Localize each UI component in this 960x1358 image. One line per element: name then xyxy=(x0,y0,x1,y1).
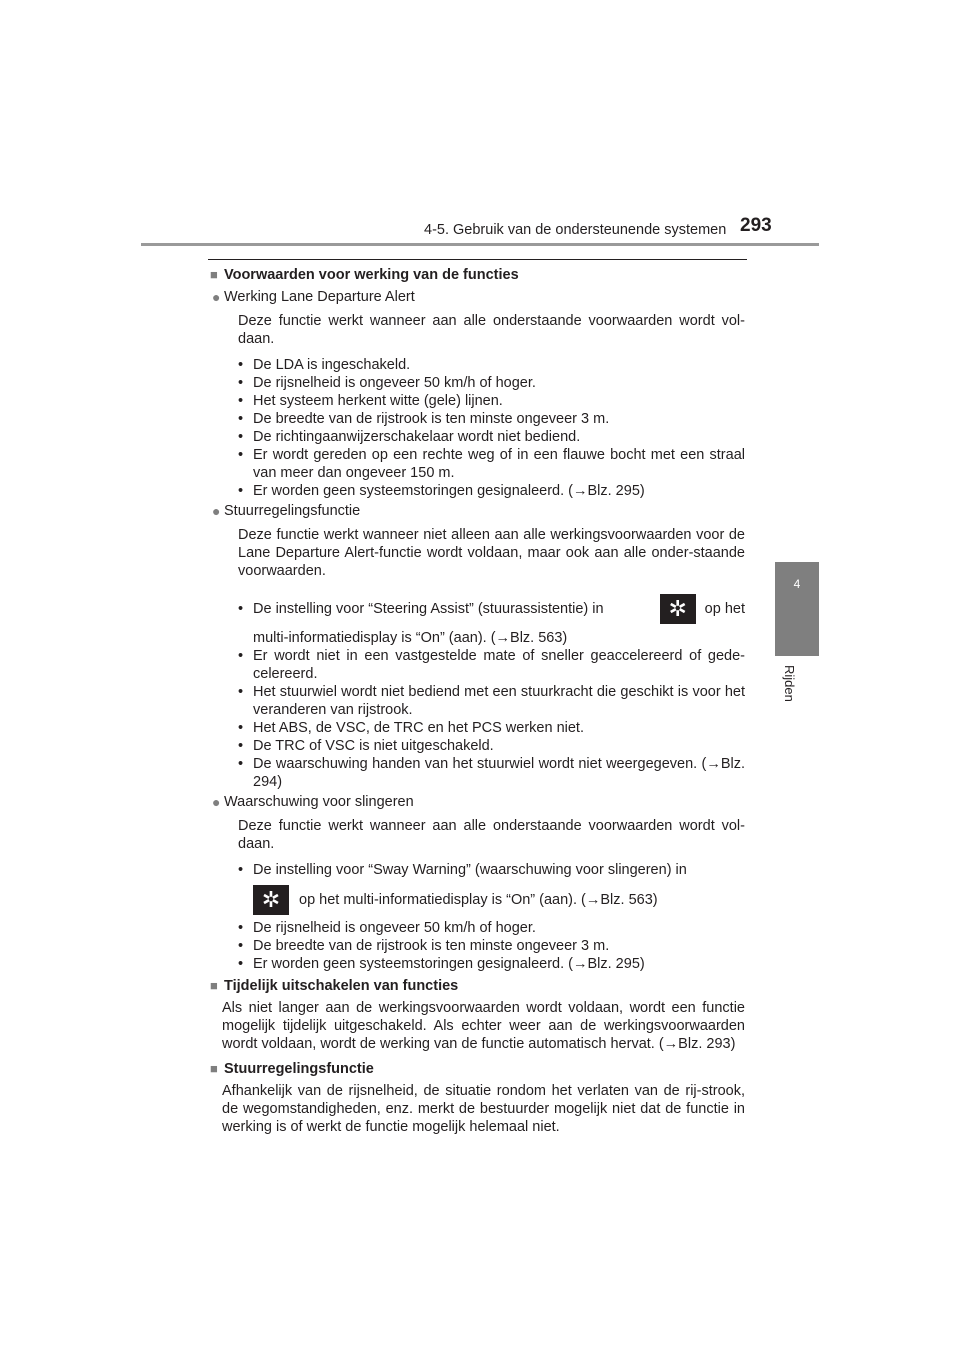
square-bullet-icon: ■ xyxy=(210,267,218,282)
list-item: • De breedte van de rijstrook is ten minste ongeveer 3 m. xyxy=(238,938,610,954)
list-item: • De instelling voor “Steering Assist” (stuurassistentie) in ✲ op het xyxy=(238,594,745,624)
gear-icon: ✲ xyxy=(253,885,289,915)
header-rule xyxy=(141,243,819,246)
list-item: • Er wordt gereden op een rechte weg of in een flauwe bocht met een straal van meer dan ongeveer 150 m. xyxy=(238,447,745,481)
header-section-title: 4-5. Gebruik van de ondersteunende systemen xyxy=(424,222,727,238)
paragraph: Deze functie werkt wanneer aan alle onderstaande voorwaarden wordt vol-daan. xyxy=(238,818,745,852)
list-item: • De LDA is ingeschakeld. xyxy=(238,357,411,373)
subsection-text: Stuurregelingsfunctie xyxy=(224,503,361,519)
circle-bullet-icon: ● xyxy=(212,289,221,305)
list-item: • Er worden geen systeemstoringen gesignaleerd. (→Blz. 295) xyxy=(238,956,645,972)
paragraph: Deze functie werkt wanneer aan alle onderstaande voorwaarden wordt vol-daan. xyxy=(238,313,745,347)
list-item: • De TRC of VSC is niet uitgeschakeld. xyxy=(238,738,494,754)
list-item: • De breedte van de rijstrook is ten minste ongeveer 3 m. xyxy=(238,411,610,427)
chapter-tab-number: 4 xyxy=(793,577,801,591)
list-item-continuation: ✲ op het multi-informatiedisplay is “On” (aan). (→Blz. 563) xyxy=(253,885,745,915)
list-item: • De richtingaanwijzerschakelaar wordt niet bediend. xyxy=(238,429,581,445)
paragraph: Afhankelijk van de rijsnelheid, de situatie rondom het verlaten van de rij-strook, de wegomstandigheden, enz. merkt de bestuurder mogelijk niet dat de functie in werking is of werkt de functie mogelijk helemaal niet. xyxy=(222,1083,745,1135)
content-rule xyxy=(208,259,747,260)
list-item: • De waarschuwing handen van het stuurwiel wordt niet weergegeven. (→Blz. 294) xyxy=(238,756,745,790)
list-item-continuation: multi-informatiedisplay is “On” (aan). (→Blz. 563) xyxy=(253,630,568,646)
subsection-text: Waarschuwing voor slingeren xyxy=(224,794,414,810)
list-item: • Het stuurwiel wordt niet bediend met een stuurkracht die geschikt is voor het veranderen van rijstrook. xyxy=(238,684,745,718)
heading-text: Tijdelijk uitschakelen van functies xyxy=(224,978,459,994)
subsection-heading xyxy=(212,793,745,811)
list-item: • De rijsnelheid is ongeveer 50 km/h of hoger. xyxy=(238,375,536,391)
square-bullet-icon: ■ xyxy=(210,978,218,993)
list-item: • De instelling voor “Sway Warning” (waarschuwing voor slingeren) in xyxy=(238,862,687,878)
list-item: • Er worden geen systeemstoringen gesignaleerd. (→Blz. 295) xyxy=(238,483,645,499)
subsection-text: Werking Lane Departure Alert xyxy=(224,289,415,305)
list-item: • Het ABS, de VSC, de TRC en het PCS werken niet. xyxy=(238,720,584,736)
circle-bullet-icon: ● xyxy=(212,794,221,810)
list-item: • De rijsnelheid is ongeveer 50 km/h of hoger. xyxy=(238,920,536,936)
paragraph: Deze functie werkt wanneer niet alleen aan alle werkingsvoorwaarden voor de Lane Departure Alert-functie wordt voldaan, maar ook aan alle onder-staande voorwaarden. xyxy=(238,527,745,579)
heading-text: Voorwaarden voor werking van de functies xyxy=(224,267,519,283)
page-content xyxy=(210,266,745,1143)
list-item: • Er wordt niet in een vastgestelde mate of sneller geaccelereerd of gede-celereerd. xyxy=(238,648,745,682)
section-heading xyxy=(210,266,745,284)
section-heading xyxy=(210,977,745,995)
section-heading xyxy=(210,1060,745,1078)
page-number: 293 xyxy=(740,215,772,236)
gear-icon: ✲ xyxy=(660,594,696,624)
subsection-heading xyxy=(212,502,745,520)
heading-text: Stuurregelingsfunctie xyxy=(224,1061,374,1077)
list-item: • Het systeem herkent witte (gele) lijnen. xyxy=(238,393,503,409)
circle-bullet-icon: ● xyxy=(212,503,221,519)
subsection-heading xyxy=(212,288,745,306)
chapter-tab-label: Rijden xyxy=(782,665,797,702)
square-bullet-icon: ■ xyxy=(210,1061,218,1076)
paragraph: Als niet langer aan de werkingsvoorwaarden wordt voldaan, wordt een functie mogelijk tijdelijk uitgeschakeld. Als echter weer aan de werkingsvoorwaarden wordt voldaan, wordt de werking van de functie automatisch hervat. (→Blz. 293) xyxy=(222,1000,745,1052)
